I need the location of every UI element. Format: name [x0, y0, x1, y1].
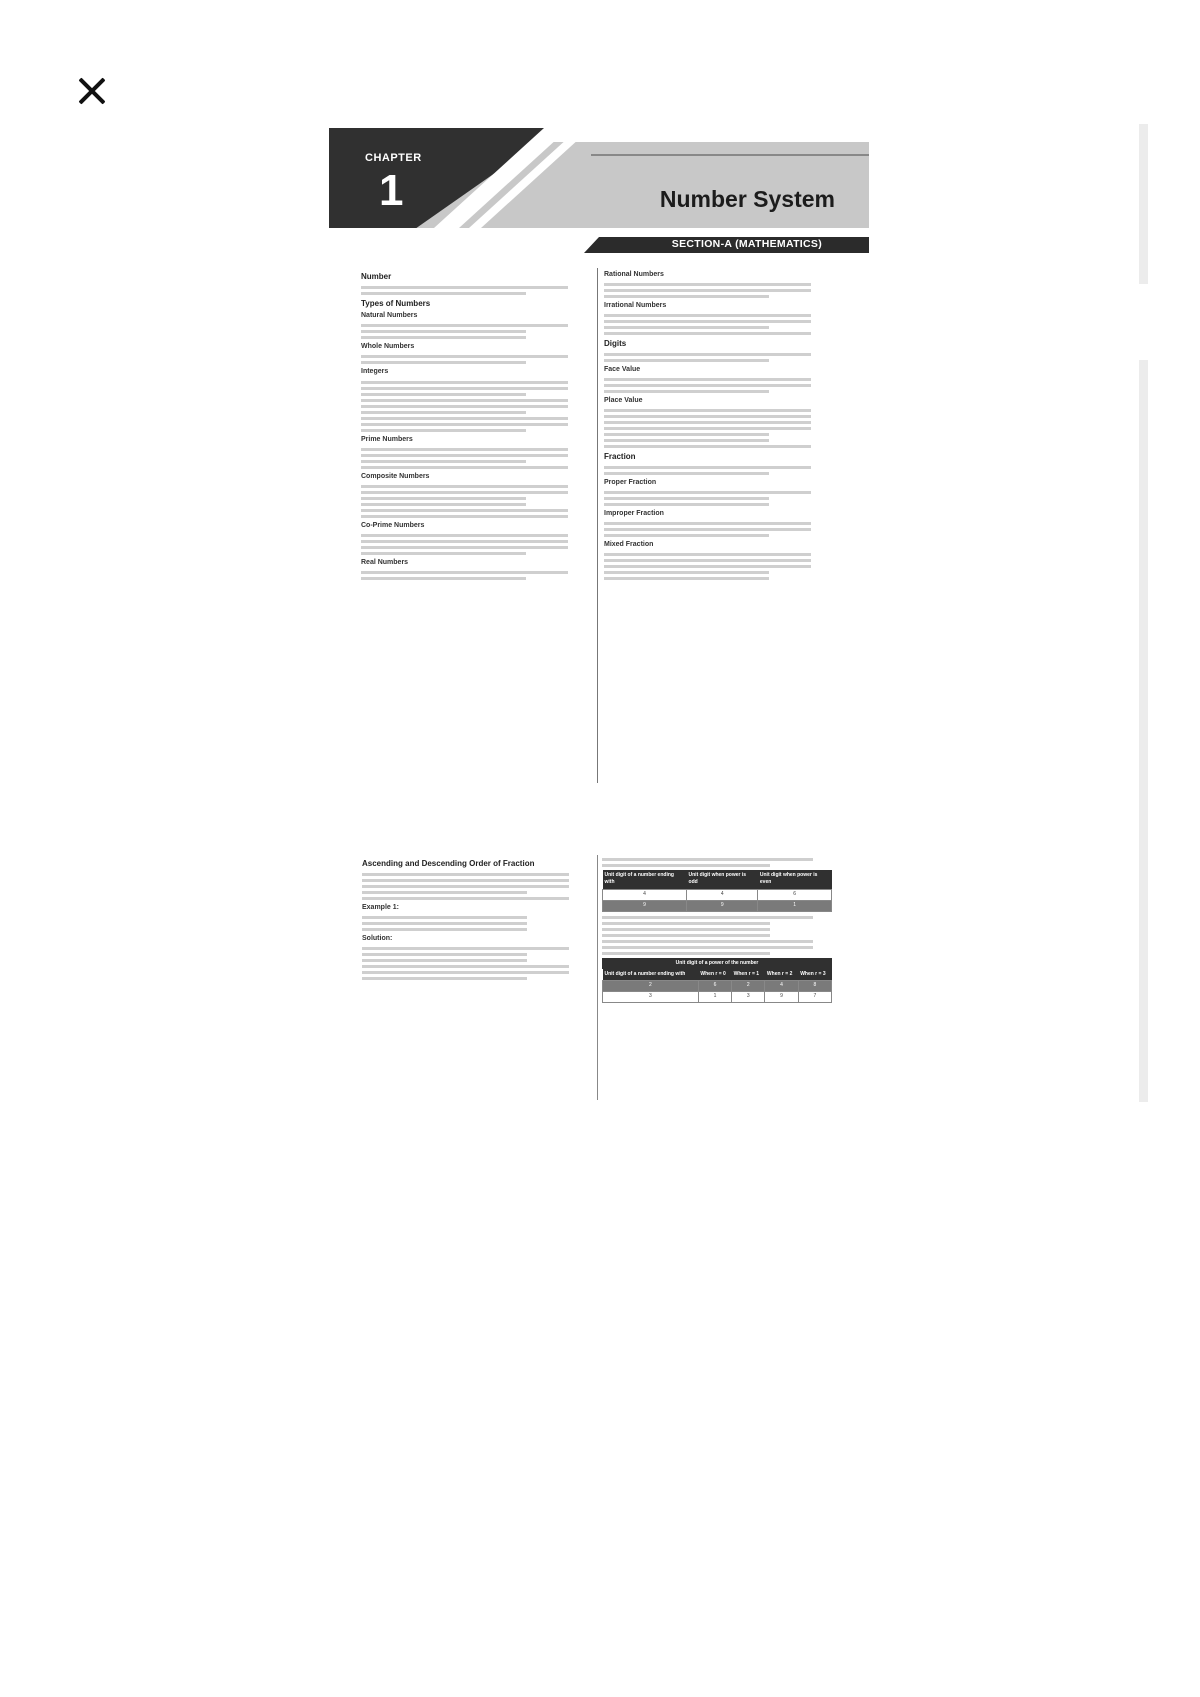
table-cell: 9: [765, 992, 798, 1003]
table-header: When r = 0: [698, 969, 731, 981]
section-heading: Types of Numbers: [361, 298, 431, 308]
subheading: Integers: [361, 368, 389, 376]
section-heading: Fraction: [604, 452, 636, 462]
table-cell: 2: [603, 981, 699, 992]
subheading: Mixed Fraction: [604, 541, 654, 549]
table-cell: 6: [698, 981, 731, 992]
subheading: Natural Numbers: [361, 312, 418, 320]
unit-digit-table: [602, 870, 832, 912]
chapter-number: 1: [379, 166, 404, 215]
column-divider: [597, 855, 598, 1100]
table-cell: 1: [698, 992, 731, 1003]
section-heading: Digits: [604, 339, 627, 349]
table-cell: 4: [687, 889, 758, 900]
table-header: Unit digit of a number ending with: [603, 969, 699, 981]
subheading: Improper Fraction: [604, 509, 664, 517]
subheading: Co-Prime Numbers: [361, 521, 425, 529]
subheading: Irrational Numbers: [604, 302, 667, 310]
table-cell: 1: [758, 900, 832, 911]
left-column: [362, 855, 597, 983]
right-column: [604, 268, 839, 583]
column-divider: [597, 268, 598, 783]
subheading: Rational Numbers: [604, 271, 664, 278]
table-cell: 3: [732, 992, 765, 1003]
table-cell: 8: [798, 981, 831, 992]
section-heading: Ascending and Descending Order of Fraction: [362, 859, 535, 868]
table-cell: 6: [758, 889, 832, 900]
table-cell: 9: [603, 900, 687, 911]
power-cycle-table: [602, 969, 832, 1003]
chapter-label: CHAPTER: [365, 152, 422, 164]
scrollbar-track-segment[interactable]: [1139, 360, 1148, 1102]
right-column: [602, 855, 842, 1007]
example-label: Example 1:: [362, 903, 399, 911]
solution-label: Solution:: [362, 934, 393, 942]
subheading: Face Value: [604, 365, 641, 373]
section-label: SECTION-A (MATHEMATICS): [671, 238, 822, 250]
subheading: Prime Numbers: [361, 435, 413, 443]
left-column: [361, 268, 596, 583]
document-page-1: [329, 128, 869, 788]
table-header: Unit digit when power is odd: [687, 870, 758, 889]
close-button[interactable]: [74, 74, 108, 108]
scrollbar[interactable]: [1139, 124, 1148, 1102]
table-header: When r = 2: [765, 969, 798, 981]
table-header: When r = 3: [798, 969, 831, 981]
subheading: Place Value: [604, 397, 643, 405]
table-header: When r = 1: [732, 969, 765, 981]
table-cell: 9: [687, 900, 758, 911]
subheading: Composite Numbers: [361, 472, 430, 480]
table-header: Unit digit of a number ending with: [603, 870, 687, 889]
table-cell: 4: [765, 981, 798, 992]
table-caption: Unit digit of a power of the number: [602, 958, 832, 969]
table-header: Unit digit when power is even: [758, 870, 832, 889]
table-cell: 7: [798, 992, 831, 1003]
table-cell: 3: [603, 992, 699, 1003]
table-cell: 4: [603, 889, 687, 900]
subheading: Proper Fraction: [604, 478, 657, 486]
subheading: Real Numbers: [361, 559, 409, 567]
page-title: Number System: [659, 186, 835, 212]
header-rule: [591, 154, 869, 156]
document-page-2: [352, 855, 849, 1100]
subheading: Whole Numbers: [361, 343, 415, 351]
table-cell: 2: [732, 981, 765, 992]
scrollbar-track-segment[interactable]: [1139, 124, 1148, 284]
section-heading: Number: [361, 272, 392, 281]
chapter-header: [329, 128, 869, 256]
